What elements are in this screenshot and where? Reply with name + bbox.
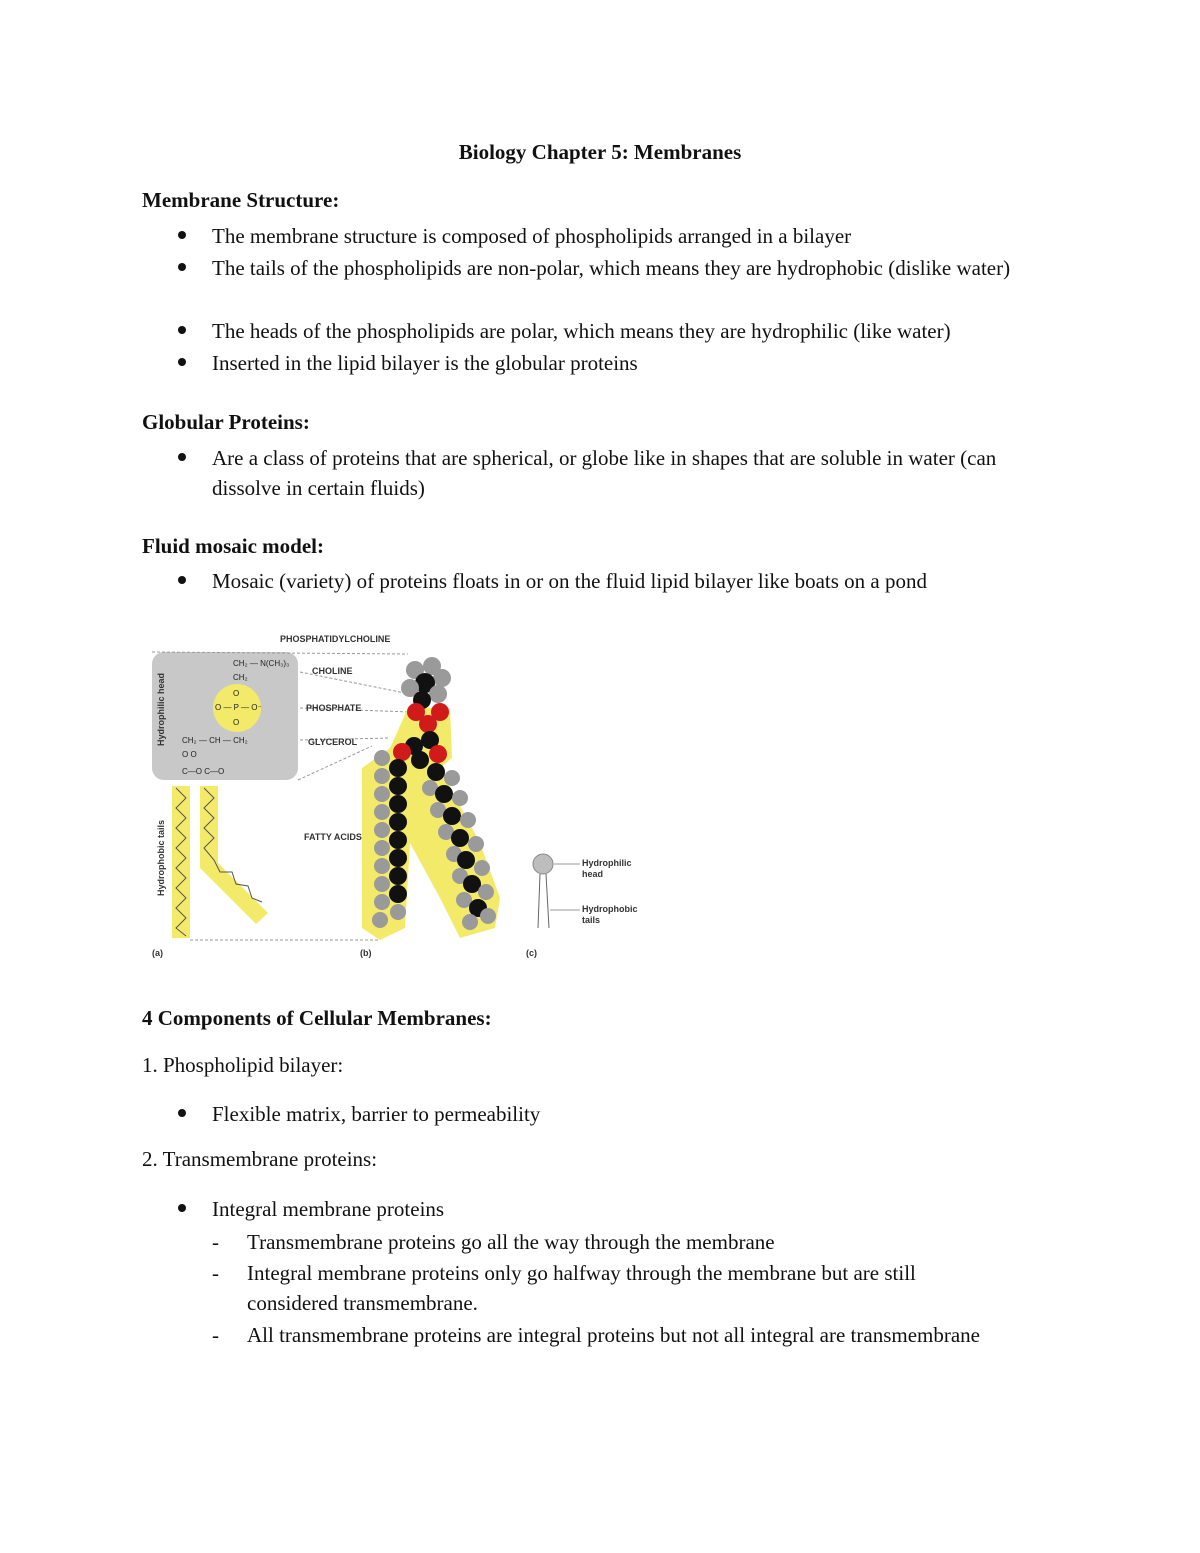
phospholipid-diagram [140,628,660,968]
hydrophobic-tails-side-label: Hydrophobic tails [156,819,166,896]
bullet-icon [178,453,186,461]
hydrophobic-tails-c-label-1: Hydrophobic [582,904,638,914]
dash-marker: - [212,1261,219,1285]
list-item-text: The membrane structure is composed of phospholipids arranged in a bilayer [212,224,852,248]
panel-c-label: (c) [526,948,537,958]
bullet-icon [178,576,186,584]
formula-ester: C—O C—O [182,767,225,776]
bullet-icon [178,1204,186,1212]
panel-a-label: (a) [152,948,163,958]
hydrophobic-tails-c-label-2: tails [582,915,601,925]
formula-o-pair: O O [182,750,197,759]
hydrophilic-head-side-label: Hydrophilic head [156,672,166,746]
sub-list-item-text: Integral membrane proteins only go halfway through the membrane but are still considered transmembrane. [247,1261,916,1315]
formula-glycerol: CH₂ — CH — CH₂ [182,736,248,745]
choline-label: CHOLINE [312,666,353,676]
component-2-title: 2. Transmembrane proteins: [142,1147,378,1171]
formula-line2: CH₂ [233,673,248,682]
bullet-icon [178,231,186,239]
leader-line [298,746,372,780]
list-item-text: Inserted in the lipid bilayer is the globular proteins [212,351,638,375]
list-item-text: Flexible matrix, barrier to permeability [212,1102,541,1126]
list-item-text: The heads of the phospholipids are polar, which means they are hydrophilic (like water) [212,319,951,343]
formula-o-top: O [233,689,240,698]
sub-list-item-text: All transmembrane proteins are integral proteins but not all integral are transmembrane [247,1323,980,1347]
fatty-acids-label: FATTY ACIDS [304,832,362,842]
glycerol-label: GLYCEROL [308,737,358,747]
sub-list-item-text: Transmembrane proteins go all the way through the membrane [247,1230,775,1254]
component-1-title: 1. Phospholipid bilayer: [142,1053,344,1077]
list-item-text: The tails of the phospholipids are non-polar, which means they are hydrophobic (dislike water) [212,256,1011,280]
bullet-icon [178,326,186,334]
hydrophilic-head-c-label-1: Hydrophilic [582,858,632,868]
heading-membrane-structure: Membrane Structure: [142,188,340,212]
panel-b-label: (b) [360,948,372,958]
bullet-icon [178,1109,186,1117]
heading-fluid-mosaic: Fluid mosaic model: [142,534,324,558]
head-icon [533,854,553,874]
heading-components: 4 Components of Cellular Membranes: [142,1006,492,1030]
dash-marker: - [212,1323,219,1347]
phosphate-label: PHOSPHATE [306,703,362,713]
tail-icon [538,874,540,928]
tail-icon [546,874,549,928]
list-item-text: Integral membrane proteins [212,1197,445,1221]
formula-line1: CH₂ — N(CH₃)₃ [233,659,290,668]
heading-globular-proteins: Globular Proteins: [142,410,310,434]
dash-marker: - [212,1230,219,1254]
list-item-text: Mosaic (variety) of proteins floats in or on the fluid lipid bilayer like boats on a pond [212,569,928,593]
formula-o-bottom: O [233,718,240,727]
figure-title: PHOSPHATIDYLCHOLINE [280,634,391,644]
hydrophilic-head-c-label-2: head [582,869,604,879]
bullet-icon [178,358,186,366]
tail-1-band [172,786,190,938]
page-title: Biology Chapter 5: Membranes [458,140,742,164]
bullet-icon [178,263,186,271]
phosphatidylcholine-figure [140,628,660,968]
list-item-text: Are a class of proteins that are spherical, or globe like in shapes that are soluble in water (can dissolve in certain fluids) [212,446,997,500]
formula-phosphate: O — P — O⁻ [215,703,262,712]
